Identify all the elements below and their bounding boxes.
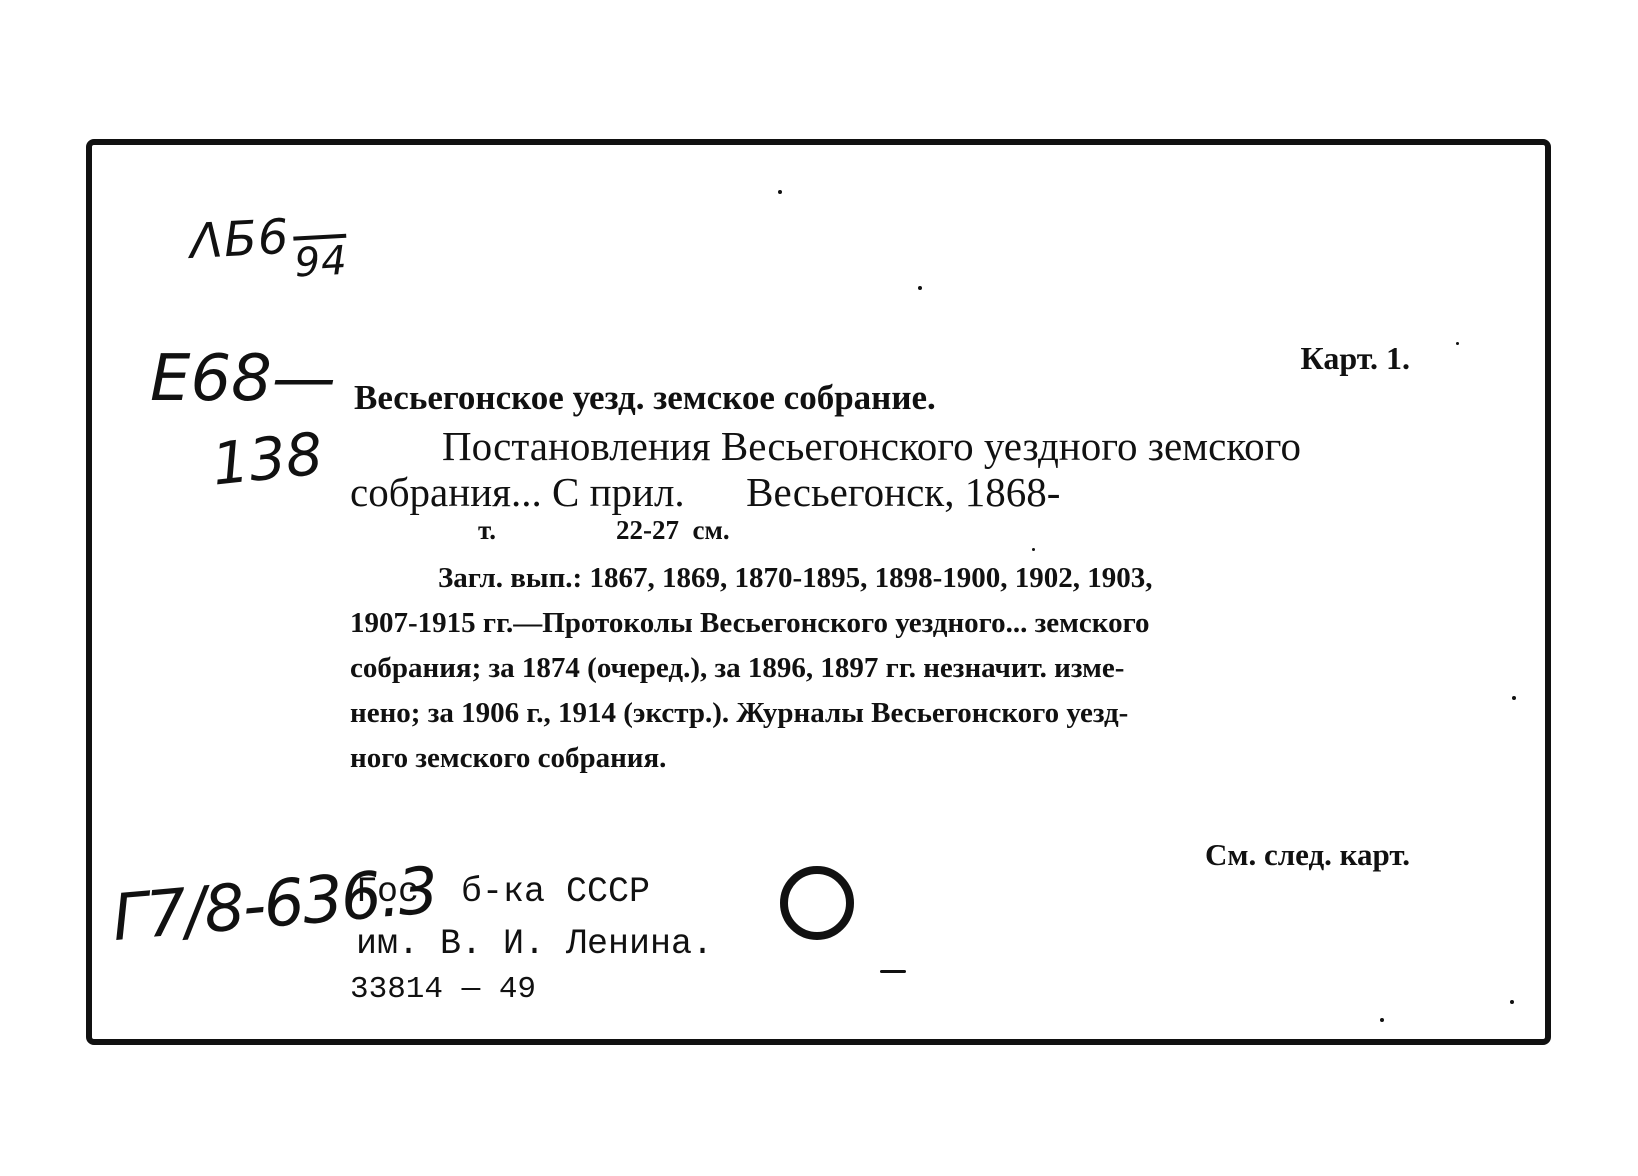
handwritten-call-number-line1: E68— — [150, 342, 336, 416]
library-stamp-line2: им. В. И. Ленина. — [356, 924, 714, 964]
card-number: Карт. 1. — [1300, 340, 1410, 376]
notes-line: 1907-1915 гг.—Протоколы Весьегонского уездного... земского — [350, 607, 1150, 639]
handwritten-shelfmark-sub: 94 — [293, 237, 349, 287]
scan-speck — [918, 286, 922, 290]
scan-speck — [880, 970, 906, 973]
handwritten-shelfmark: $\Lambda Б6_{94}$ — [188, 208, 349, 287]
title-line-1: Постановления Весьегонского уездного земского — [442, 423, 1301, 469]
handwritten-inventory-number: Г7/8-636.3 — [109, 853, 440, 957]
scan-speck — [1032, 548, 1035, 551]
title-line-2: собрания... С прил. Весьегонск, 1868- — [350, 469, 1061, 515]
dimensions: 22-27 см. — [616, 515, 730, 545]
library-stamp-line1: Гос. б-ка СССР — [356, 872, 651, 912]
volumes: т. — [478, 515, 496, 545]
scan-speck — [1510, 1000, 1514, 1004]
card-punch-hole — [780, 866, 854, 940]
scan-speck — [1512, 696, 1516, 700]
scan-speck — [778, 190, 782, 194]
library-stamp-line3: 33814 — 49 — [350, 972, 537, 1007]
notes-line: Загл. вып.: 1867, 1869, 1870-1895, 1898-1900, 1902, 1903, — [438, 562, 1153, 594]
notes-line: ного земского собрания. — [350, 742, 667, 774]
catalog-heading: Весьегонское уезд. земское собрание. — [354, 378, 936, 417]
see-next-card: См. след. карт. — [1204, 837, 1410, 872]
bibliographic-notes — [350, 556, 1408, 781]
notes-line: собрания; за 1874 (очеред.), за 1896, 1897 гг. незначит. изме- — [350, 652, 1125, 684]
scan-speck — [1380, 1018, 1384, 1022]
handwritten-call-number-line2: 138 — [208, 419, 326, 499]
scan-speck — [1456, 342, 1459, 345]
notes-line: нено; за 1906 г., 1914 (экстр.). Журналы Весьегонского уезд- — [350, 697, 1129, 729]
